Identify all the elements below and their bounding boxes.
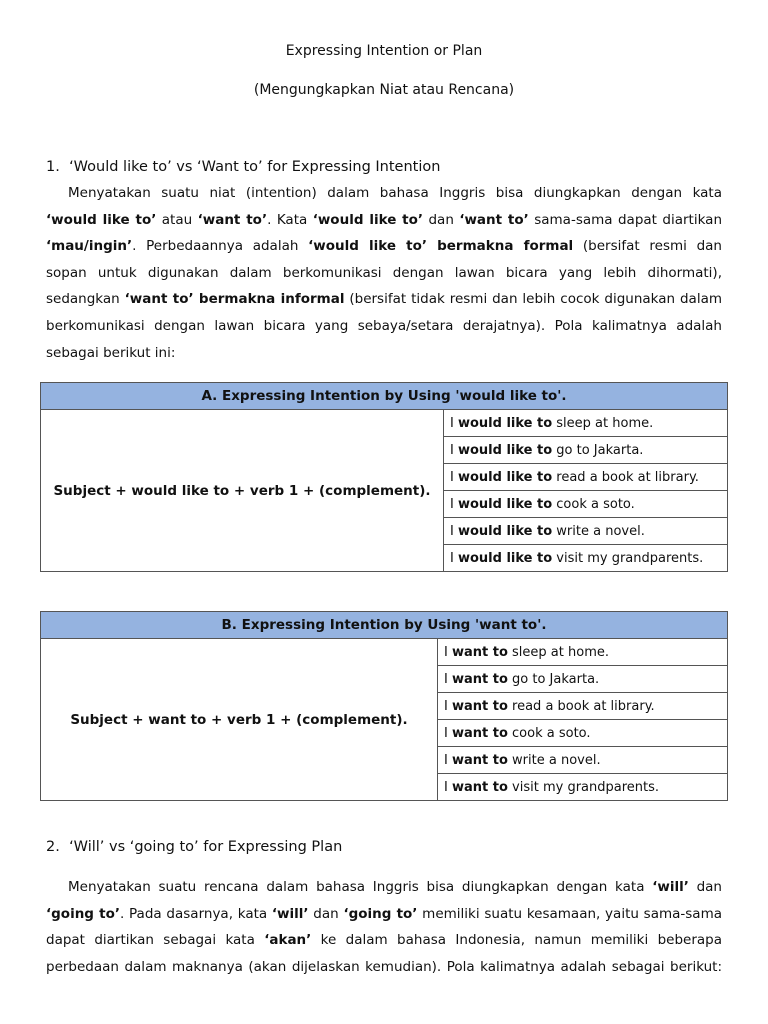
paragraph-line: sopan untuk digunakan dalam berkomunikasi dengan lawan bicara yang lebih dihormati), <box>46 264 722 281</box>
table-b-example: I want to go to Jakarta. <box>438 666 728 693</box>
table-b-header: B. Expressing Intention by Using 'want to'. <box>41 612 728 639</box>
paragraph-line: dapat diartikan sebagai kata ‘akan’ ke dalam bahasa Indonesia, namun memiliki beberapa <box>46 932 722 949</box>
section-2-title: ‘Will’ vs ‘going to’ for Expressing Plan <box>69 839 343 855</box>
table-a-example: I would like to write a novel. <box>444 518 728 545</box>
table-a <box>40 382 728 572</box>
table-b-example: I want to read a book at library. <box>438 693 728 720</box>
document-title: Expressing Intention or Plan <box>285 43 483 59</box>
section-1-title: ‘Would like to’ vs ‘Want to’ for Expressing Intention <box>69 159 441 175</box>
section-1-paragraph <box>46 180 722 366</box>
table-b-example: I want to cook a soto. <box>438 720 728 747</box>
table-a-example: I would like to go to Jakarta. <box>444 437 728 464</box>
paragraph-line: ‘mau/ingin’. Perbedaannya adalah ‘would like to’ bermakna formal (bersifat resmi dan <box>46 238 722 255</box>
table-a-example: I would like to visit my grandparents. <box>444 545 728 572</box>
paragraph-line: Menyatakan suatu niat (intention) dalam bahasa Inggris bisa diungkapkan dengan kata <box>68 185 722 201</box>
table-a-header: A. Expressing Intention by Using 'would like to'. <box>41 383 728 410</box>
table-a-example: I would like to sleep at home. <box>444 410 728 437</box>
document-subtitle: (Mengungkapkan Niat atau Rencana) <box>253 82 515 98</box>
paragraph-line: perbedaan dalam maknanya (akan dijelaskan kemudian). Pola kalimatnya adalah sebagai berikut: <box>46 958 722 975</box>
table-b <box>40 611 728 801</box>
table-b-example: I want to sleep at home. <box>438 639 728 666</box>
paragraph-line: Menyatakan suatu rencana dalam bahasa Inggris bisa diungkapkan dengan kata ‘will’ dan <box>68 879 722 895</box>
section-2-number: 2. <box>46 839 60 855</box>
section-2-paragraph <box>46 874 722 980</box>
table-a-example: I would like to read a book at library. <box>444 464 728 491</box>
table-b-example: I want to write a novel. <box>438 747 728 774</box>
paragraph-line: berkomunikasi dengan lawan bicara yang sebaya/setara derajatnya). Pola kalimatnya adalah <box>46 317 722 334</box>
paragraph-line: ‘would like to’ atau ‘want to’. Kata ‘would like to’ dan ‘want to’ sama-sama dapat diartikan <box>46 211 722 228</box>
table-a-formula: Subject + would like to + verb 1 + (complement). <box>41 410 444 572</box>
table-a-example: I would like to cook a soto. <box>444 491 728 518</box>
section-2-heading <box>46 839 342 855</box>
paragraph-line: ‘going to’. Pada dasarnya, kata ‘will’ dan ‘going to’ memiliki suatu kesamaan, yaitu sama-sama <box>46 905 722 922</box>
table-b-formula: Subject + want to + verb 1 + (complement). <box>41 639 438 801</box>
paragraph-line: sedangkan ‘want to’ bermakna informal (bersifat tidak resmi dan lebih cocok digunakan dalam <box>46 291 722 308</box>
section-1-heading <box>46 159 440 175</box>
table-b-example: I want to visit my grandparents. <box>438 774 728 801</box>
section-1-number: 1. <box>46 159 60 175</box>
paragraph-line: sebagai berikut ini: <box>46 344 176 361</box>
